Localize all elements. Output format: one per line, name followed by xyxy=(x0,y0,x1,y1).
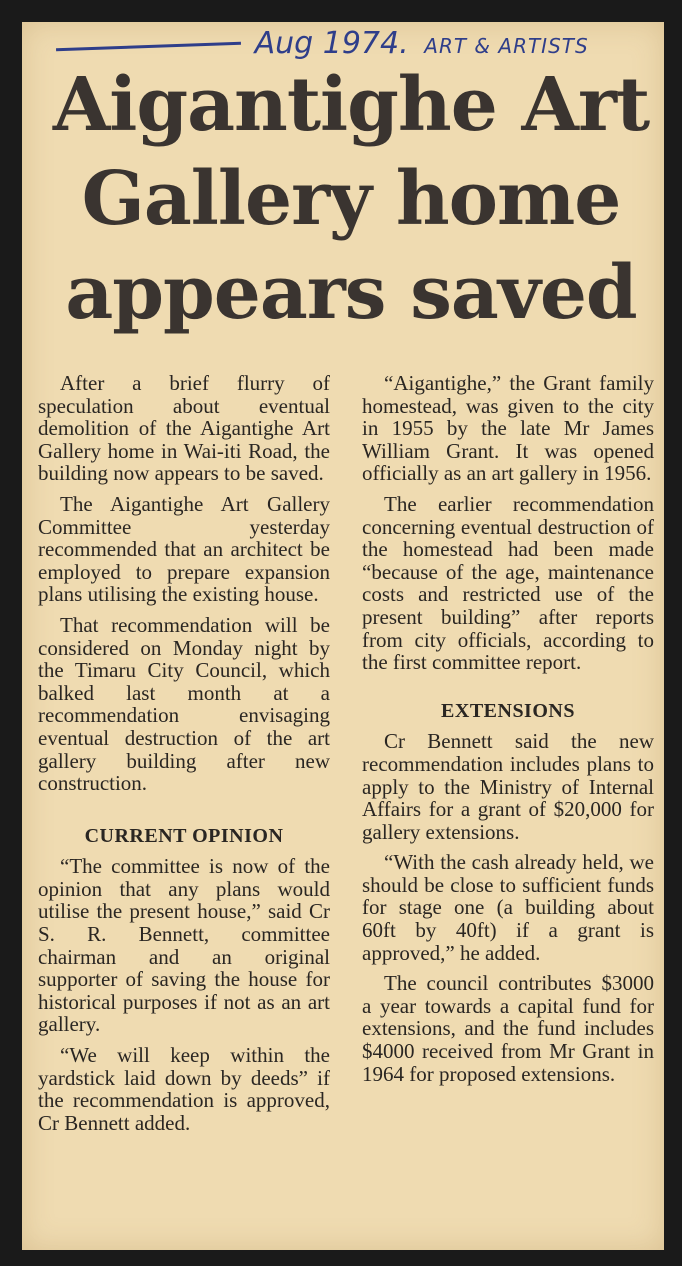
subheading-extensions: EXTENSIONS xyxy=(441,699,575,722)
handwritten-section: ART & ARTISTS xyxy=(424,34,589,58)
headline-line-2: Gallery home xyxy=(81,156,621,242)
paragraph: “The committee is now of the opinion that any plans would utilise the present house,” said Cr S. R. Bennett, committee chairman and an original supporter of saving the house for historical purposes if not as an art gallery. xyxy=(38,854,330,1037)
article-column-right xyxy=(362,372,654,1093)
paragraph: Cr Bennett said the new recommendation includes plans to apply to the Ministry of Internal Affairs for a grant of $20,000 for gallery extensions. xyxy=(362,729,654,844)
paragraph: The Aigantighe Art Gallery Committee yesterday recommended that an architect be employed to prepare expansion plans utilising the existing house. xyxy=(38,491,330,607)
paragraph: After a brief flurry of speculation about eventual demolition of the Aigantighe Art Gallery home in Wai-iti Road, the building now appears to be saved. xyxy=(38,371,330,486)
paragraph: The earlier recommendation concerning eventual destruction of the homestead had been made “because of the age, maintenance costs and restricted use of the present building” after reports from city officials, according to the first committee report. xyxy=(362,491,654,675)
paragraph: That recommendation will be considered on Monday night by the Timaru City Council, which balked last month at a recommendation envisaging eventual destruction of the art gallery building after new construction. xyxy=(38,612,330,796)
article-column-left xyxy=(38,372,330,1142)
paragraph: “We will keep within the yardstick laid down by deeds” if the recommendation is approved, Cr Bennett added. xyxy=(38,1043,330,1135)
struck-out-text xyxy=(56,36,241,56)
paragraph: The council contributes $3000 a year towards a capital fund for extensions, and the fund includes $4000 received from Mr Grant in 1964 for proposed extensions. xyxy=(362,971,654,1086)
paragraph: “Aigantighe,” the Grant family homestead, was given to the city in 1955 by the late Mr James William Grant. It was opened officially as an art gallery in 1956. xyxy=(362,371,654,486)
subheading-current-opinion: CURRENT OPINION xyxy=(84,824,284,847)
headline-line-3: appears saved xyxy=(65,250,637,336)
handwritten-date: Aug 1974. xyxy=(254,26,409,61)
headline-line-1: Aigantighe Art xyxy=(52,62,650,148)
paragraph: “With the cash already held, we should be close to sufficient funds for stage one (a building about 60ft by 40ft) if a grant is approved,” he added. xyxy=(362,850,654,965)
headline xyxy=(40,58,662,340)
